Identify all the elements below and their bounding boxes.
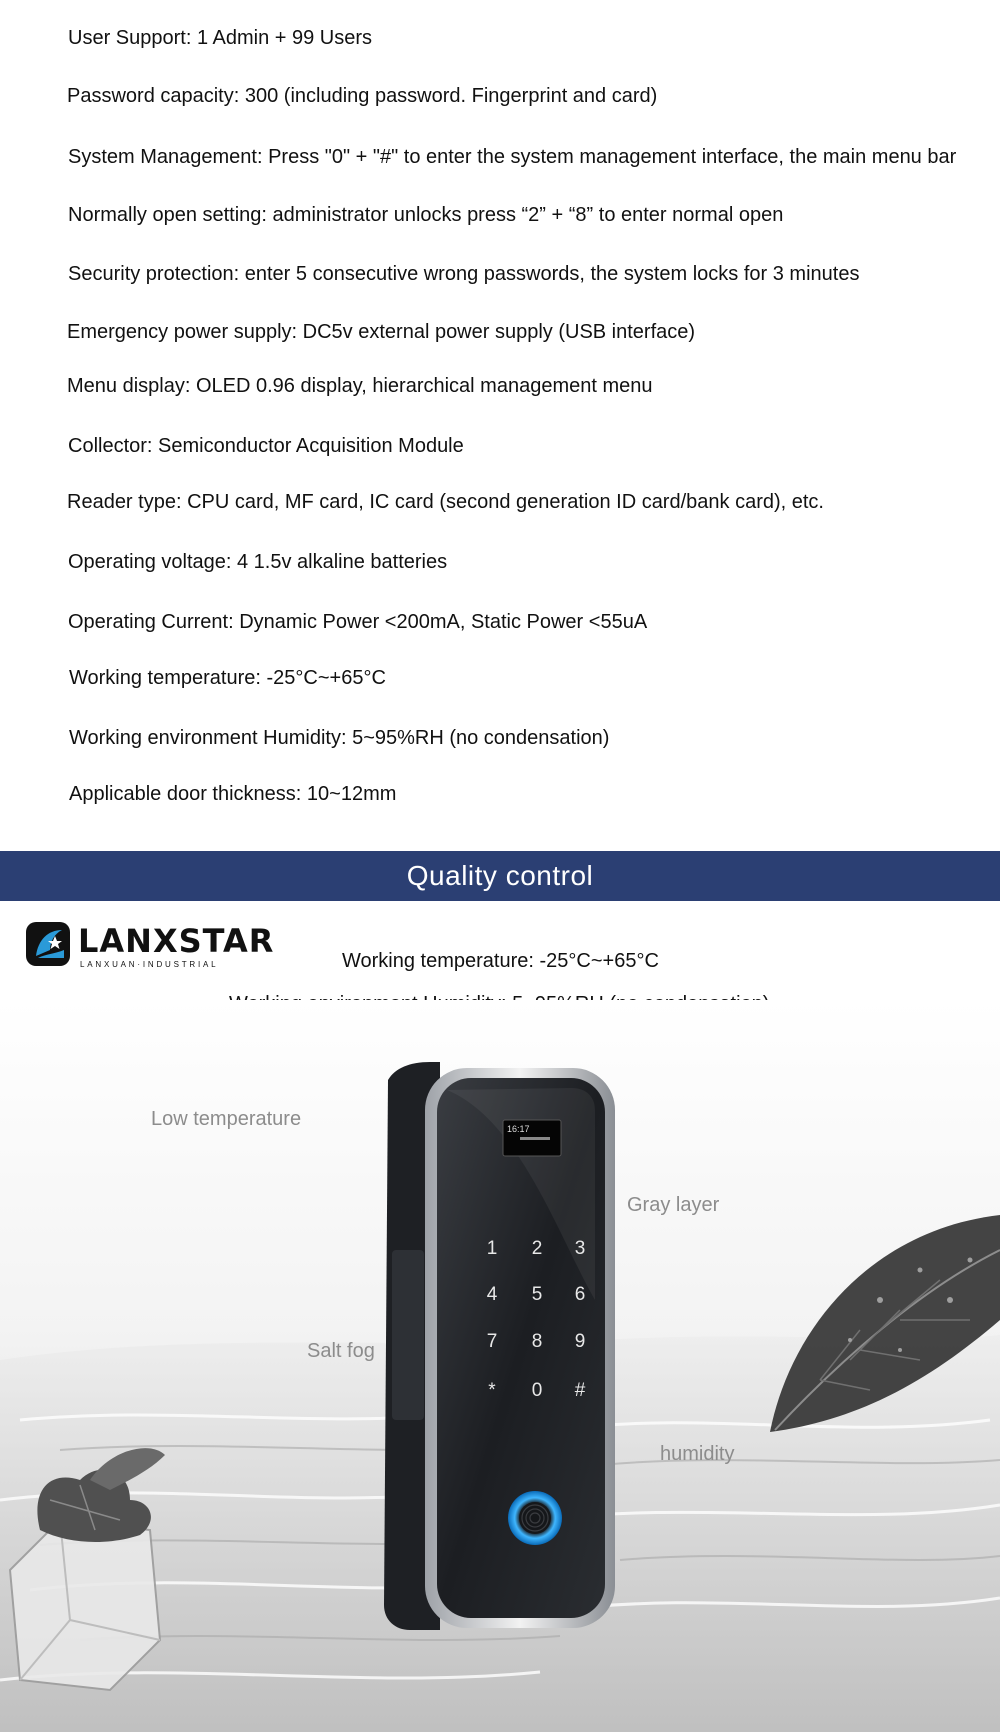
key-4: 4 <box>486 1284 498 1305</box>
spec-working-temperature: Working temperature: -25°C~+65°C <box>69 667 386 689</box>
label-gray-layer: Gray layer <box>627 1194 720 1216</box>
spec-door-thickness: Applicable door thickness: 10~12mm <box>69 783 397 805</box>
spec-password-capacity: Password capacity: 300 (including password. Fingerprint and card) <box>67 85 658 107</box>
brand-name: LANXSTAR <box>78 922 275 960</box>
brand-tagline: LANXUAN·INDUSTRIAL <box>80 960 219 969</box>
spec-collector: Collector: Semiconductor Acquisition Module <box>68 435 464 457</box>
key-0: 0 <box>531 1380 543 1401</box>
key-3: 3 <box>574 1238 586 1259</box>
spec-emergency-power: Emergency power supply: DC5v external power supply (USB interface) <box>67 321 696 343</box>
brand-emblem-icon <box>24 920 74 968</box>
key-2: 2 <box>531 1238 543 1259</box>
screen-time: 16:17 <box>507 1124 530 1134</box>
spec-system-management: System Management: Press "0" + "#" to enter the system management interface, the main menu bar <box>68 146 957 168</box>
spec-normally-open: Normally open setting: administrator unlocks press “2” + “8” to enter normal open <box>68 204 784 226</box>
label-salt-fog: Salt fog <box>307 1340 375 1362</box>
scene-illustration <box>0 1000 1000 1732</box>
key-1: 1 <box>486 1238 498 1259</box>
spec-working-humidity: Working environment Humidity: 5~95%RH (no condensation) <box>69 727 610 749</box>
banner-title: Quality control <box>406 860 594 891</box>
label-humidity: humidity <box>660 1443 735 1465</box>
spec-security-protection: Security protection: enter 5 consecutive wrong passwords, the system locks for 3 minutes <box>68 263 860 285</box>
spec-operating-current: Operating Current: Dynamic Power <200mA, Static Power <55uA <box>68 611 648 633</box>
lock-device <box>384 1062 615 1630</box>
key-6: 6 <box>574 1284 586 1305</box>
quality-control-banner <box>0 851 1000 901</box>
brand-logo <box>24 920 275 970</box>
spec-reader-type: Reader type: CPU card, MF card, IC card (second generation ID card/bank card), etc. <box>67 491 824 513</box>
spec-user-support: User Support: 1 Admin + 99 Users <box>68 27 373 49</box>
quality-temperature: Working temperature: -25°C~+65°C <box>342 950 659 972</box>
key-8: 8 <box>531 1331 543 1352</box>
key-hash: # <box>574 1380 586 1401</box>
product-scene <box>0 1000 1000 1732</box>
key-9: 9 <box>574 1331 586 1352</box>
key-star: * <box>488 1380 496 1401</box>
key-7: 7 <box>486 1331 498 1352</box>
spec-menu-display: Menu display: OLED 0.96 display, hierarchical management menu <box>67 375 653 397</box>
spec-operating-voltage: Operating voltage: 4 1.5v alkaline batteries <box>68 551 448 573</box>
key-5: 5 <box>531 1284 543 1305</box>
label-low-temperature: Low temperature <box>151 1108 302 1130</box>
